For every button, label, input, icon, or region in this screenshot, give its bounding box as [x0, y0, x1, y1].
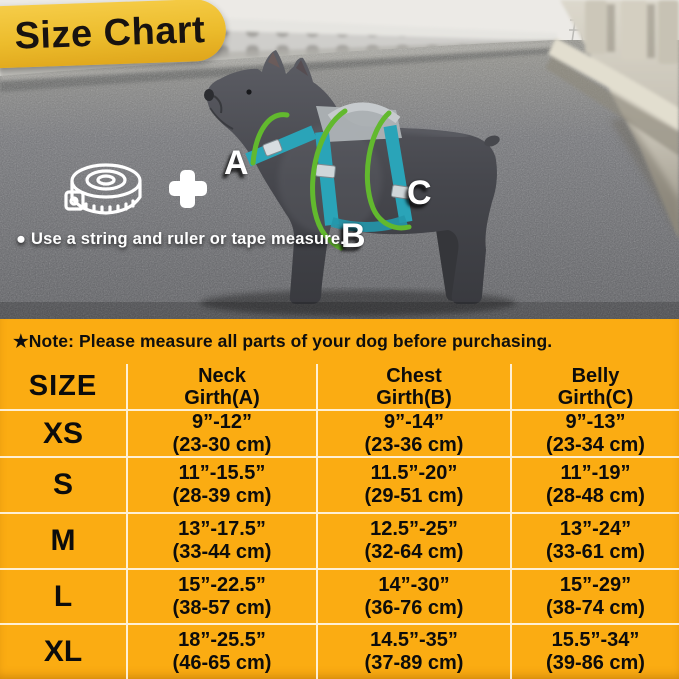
row-s-size: S [0, 456, 128, 512]
size-table [0, 364, 679, 679]
chest-slider [315, 164, 335, 178]
measuring-instruction: ● Use a string and ruler or tape measure. [16, 230, 346, 248]
row-xs-size: XS [0, 409, 128, 456]
row-l-size: L [0, 568, 128, 623]
row-l-neck: 15”-22.5” (38-57 cm) [128, 568, 318, 623]
chest-strap [322, 132, 332, 225]
header-chest: Chest Girth(B) [318, 364, 512, 409]
row-m-neck: 13”-17.5” (33-44 cm) [128, 512, 318, 568]
page-title: Size Chart [13, 8, 206, 58]
row-s-belly: 11”-19” (28-48 cm) [512, 456, 679, 512]
size-chart-banner [0, 0, 227, 69]
row-s-neck: 11”-15.5” (28-39 cm) [128, 456, 318, 512]
marker-c-label: C [407, 174, 432, 212]
row-l-belly: 15”-29” (38-74 cm) [512, 568, 679, 623]
photo-bottom-vignette [0, 302, 679, 319]
size-table-panel [0, 319, 679, 679]
row-s-chest: 11.5”-20” (29-51 cm) [318, 456, 512, 512]
row-xs-neck: 9”-12” (23-30 cm) [128, 409, 318, 456]
row-xl-chest: 14.5”-35” (37-89 cm) [318, 623, 512, 679]
row-xs-chest: 9”-14” (23-36 cm) [318, 409, 512, 456]
row-m-chest: 12.5”-25” (32-64 cm) [318, 512, 512, 568]
header-neck: Neck Girth(A) [128, 364, 318, 409]
note-text: ★Note: Please measure all parts of your dog before purchasing. [13, 331, 553, 351]
marker-b-label: B [341, 217, 366, 255]
row-m-size: M [0, 512, 128, 568]
marker-a-label: A [224, 144, 249, 182]
photo-section [0, 0, 679, 319]
row-l-chest: 14”-30” (36-76 cm) [318, 568, 512, 623]
row-xs-belly: 9”-13” (23-34 cm) [512, 409, 679, 456]
header-belly: Belly Girth(C) [557, 364, 634, 409]
row-xl-belly: 15.5”-34” (39-86 cm) [512, 623, 679, 679]
row-m-belly: 13”-24” (33-61 cm) [512, 512, 679, 568]
row-xl-neck: 18”-25.5” (46-65 cm) [128, 623, 318, 679]
row-xl-size: XL [0, 623, 128, 679]
header-size: SIZE [0, 364, 128, 409]
